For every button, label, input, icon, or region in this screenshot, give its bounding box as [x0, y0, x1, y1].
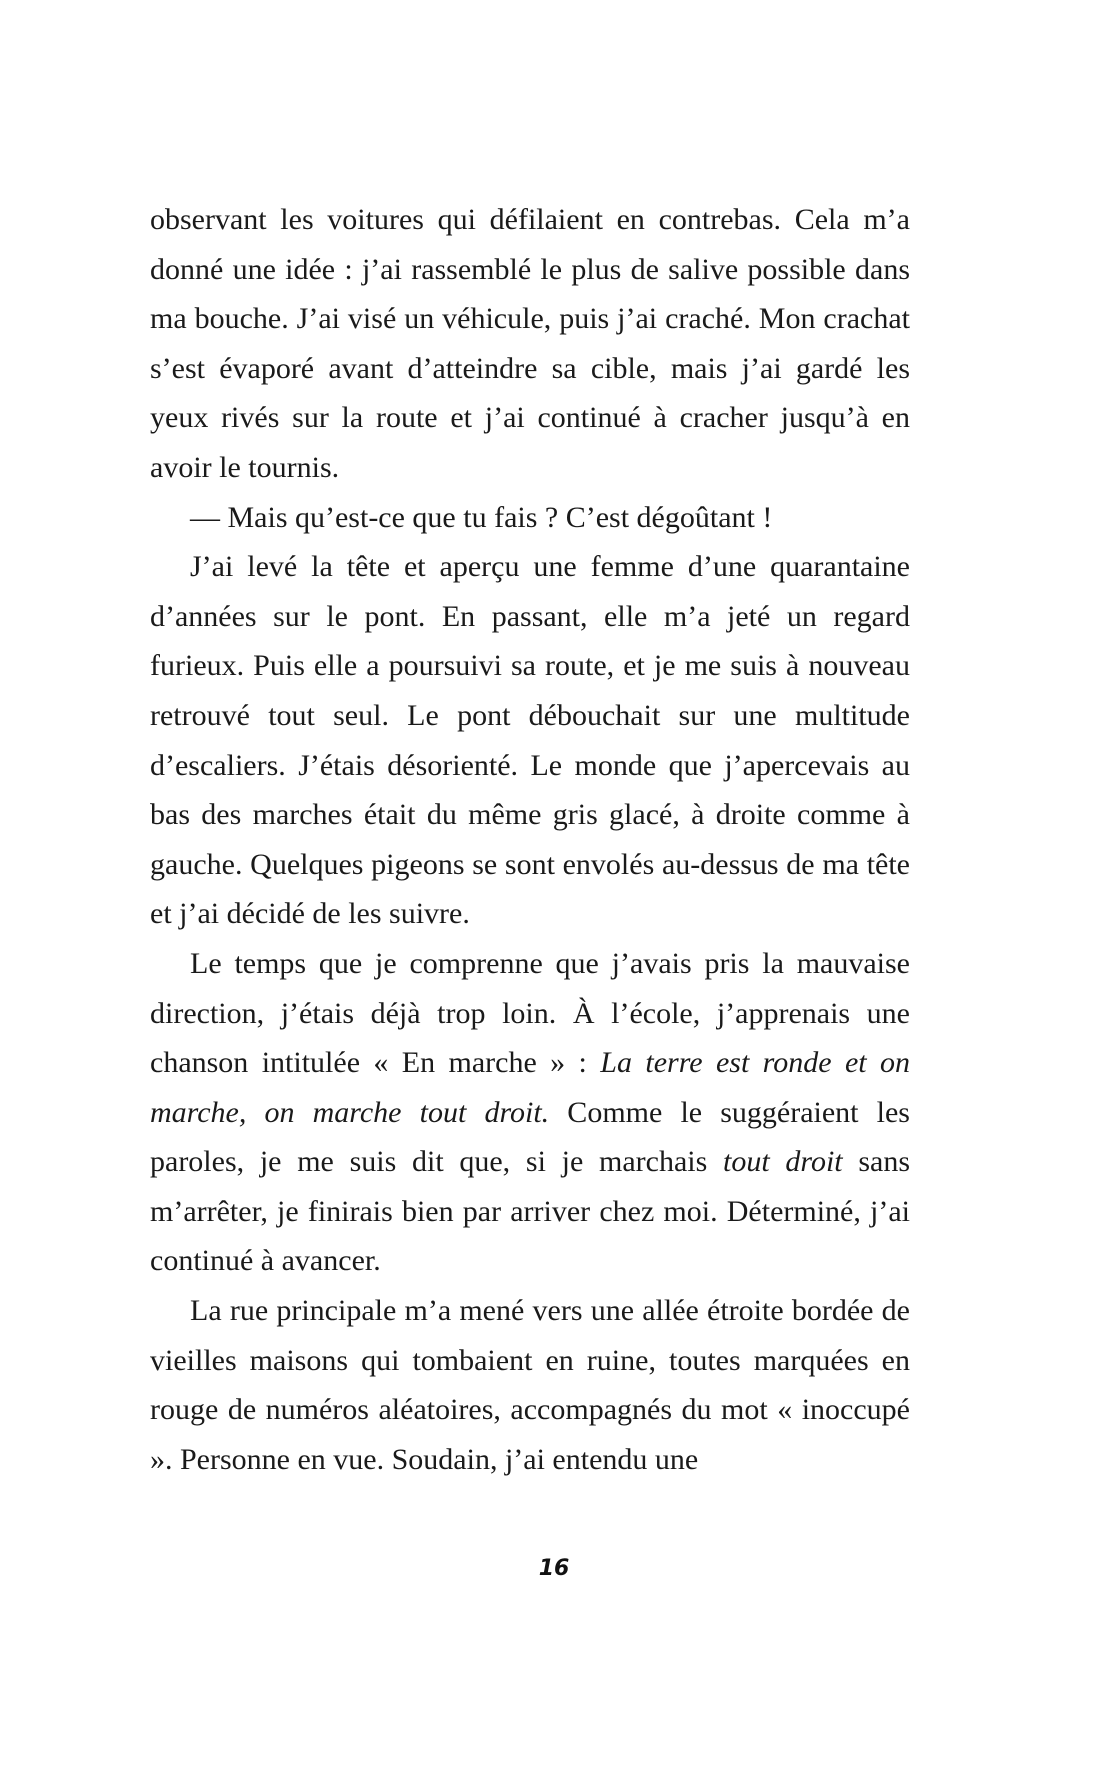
page-number: 16	[538, 1556, 570, 1581]
paragraph-2-text: — Mais qu’est-ce que tu fais ? C’est dégoûtant !	[190, 500, 773, 534]
paragraph-2-dialogue	[150, 493, 910, 543]
song-lyric-italic: La terre est ronde et on marche, on marche tout droit.	[150, 1046, 910, 1129]
paragraph-4-text-c: sans m’arrêter, je finirais bien par arriver chez moi. Déterminé, j’ai continué à avancer.	[150, 1145, 911, 1278]
paragraph-3-text: J’ai levé la tête et aperçu une femme d’une quarantaine d’années sur le pont. En passant, elle m’a jeté un regard furieux. Puis elle a poursuivi sa route, et je me suis à nouveau retrouvé tout seul. Le pont débouchait sur une multitude d’escaliers. J’étais désorienté. Le monde que j’apercevais au bas des marches était du même gris glacé, à droite comme à gauche. Quelques pigeons se sont envolés au-dessus de ma tête et j’ai décidé de les suivre.	[150, 550, 910, 931]
paragraph-5-text: La rue principale m’a mené vers une allée étroite bordée de vieilles maisons qui tombaient en ruine, toutes marquées en rouge de numéros aléatoires, accompagnés du mot « inoccupé ». Personne en vue. Soudain, j’ai entendu une	[150, 1294, 910, 1476]
page-body	[150, 195, 910, 1484]
paragraph-4-text-a: Le temps que je comprenne que j’avais pris la mauvaise direction, j’étais déjà trop loin. À l’école, j’apprenais une chanson intitulée « En marche » :	[150, 946, 910, 1080]
paragraph-1	[150, 195, 910, 493]
paragraph-4-text-b: Comme le suggéraient les paroles, je me suis dit que, si je marchais	[150, 1095, 910, 1179]
paragraph-1-text: observant les voitures qui défilaient en contrebas. Cela m’a donné une idée : j’ai rassemblé le plus de salive possible dans ma bouche. J’ai visé un véhicule, puis j’ai craché. Mon crachat s’est évaporé avant d’atteindre sa cible, mais j’ai gardé les yeux rivés sur la route et j’ai continué à cracher jusqu’à en avoir le tournis.	[150, 203, 910, 484]
paragraph-5	[150, 1286, 910, 1484]
tout-droit-italic: tout droit	[723, 1145, 843, 1179]
paragraph-4	[150, 939, 910, 1286]
paragraph-3	[150, 542, 910, 939]
